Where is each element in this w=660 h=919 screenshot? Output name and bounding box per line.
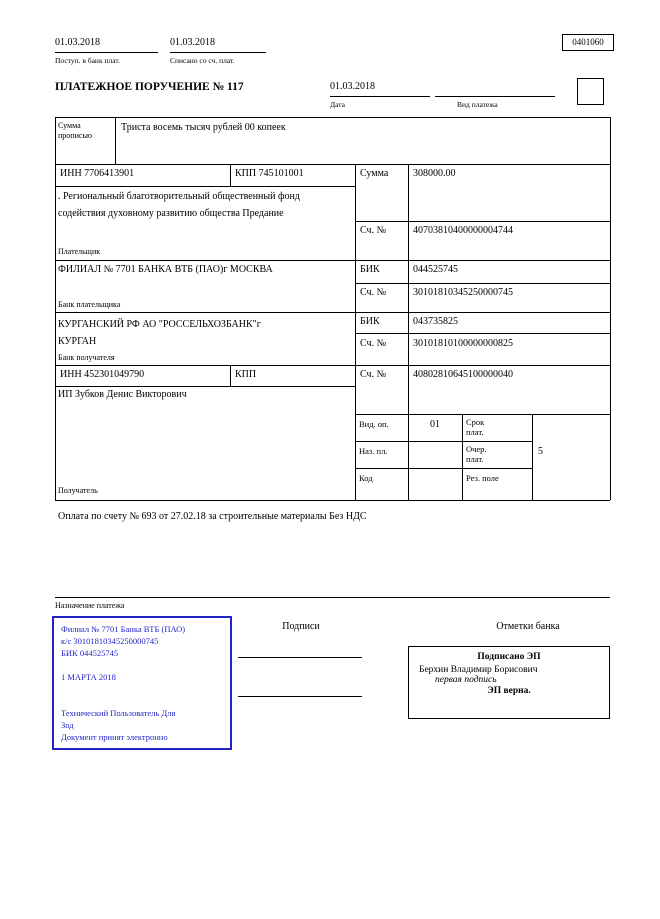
document-date: 01.03.2018 xyxy=(330,81,375,92)
stamp-line xyxy=(61,659,223,671)
vid-op-value: 01 xyxy=(430,419,440,430)
payee-bank-account-label: Сч. № xyxy=(360,338,387,349)
document-title: ПЛАТЕЖНОЕ ПОРУЧЕНИЕ № 117 xyxy=(55,81,244,93)
grid-line xyxy=(55,386,355,387)
ep-stamp-verdict: ЭП верна. xyxy=(487,686,531,696)
grid-line xyxy=(55,117,56,500)
grid-line xyxy=(532,414,533,500)
payee-bank-section-label: Банк получателя xyxy=(58,353,115,362)
form-code-box: 0401060 xyxy=(562,34,614,51)
payee-inn: ИНН 452301049790 xyxy=(60,369,145,380)
date-received-label: Поступ. в банк плат. xyxy=(55,56,120,65)
srok-plat-label: Срок плат. xyxy=(466,417,485,437)
payee-name: ИП Зубков Денис Викторович xyxy=(58,389,187,400)
payee-kpp-label: КПП xyxy=(235,369,257,380)
payer-section-label: Плательщик xyxy=(58,247,101,256)
vid-op-label: Вид. оп. xyxy=(359,419,389,429)
payer-bank-bik: 044525745 xyxy=(413,264,458,275)
date-received: 01.03.2018 xyxy=(55,37,100,48)
ep-stamp-signer: Берхин Владимир Борисович xyxy=(419,665,538,675)
grid-line xyxy=(355,221,610,222)
signature-line xyxy=(238,696,362,697)
kod-label: Код xyxy=(359,473,373,483)
payer-bank-section-label: Банк плательщика xyxy=(58,300,121,309)
payment-kind-label: Вид платежа xyxy=(457,100,498,109)
date-label: Дата xyxy=(330,100,345,109)
stamp-line: к/с 30101810345250000745 xyxy=(61,636,159,646)
grid-line xyxy=(462,414,463,500)
sum-value: 308000.00 xyxy=(413,168,456,179)
date-debited: 01.03.2018 xyxy=(170,37,215,48)
grid-line xyxy=(355,283,610,284)
grid-line xyxy=(355,414,610,415)
grid-line xyxy=(115,117,116,164)
payment-purpose-label: Назначение платежа xyxy=(55,601,125,610)
grid-line xyxy=(55,260,610,261)
bank-marks-header: Отметки банка xyxy=(496,621,560,632)
grid-line xyxy=(55,164,610,165)
sum-label: Сумма xyxy=(360,168,389,179)
stamp-line: Технический Пользователь Для xyxy=(61,708,176,718)
grid-line xyxy=(55,117,610,118)
payee-bank-name: КУРГАНСКИЙ РФ АО "РОССЕЛЬХОЗБАНК"г КУРГАН xyxy=(58,319,261,347)
grid-line xyxy=(55,312,610,313)
grid-line xyxy=(355,468,532,469)
signatures-header: Подписи xyxy=(282,621,320,632)
payer-account-label: Сч. № xyxy=(360,225,387,236)
payment-type-box xyxy=(577,78,604,105)
grid-line xyxy=(610,117,611,500)
signature-line xyxy=(238,657,362,658)
grid-line xyxy=(355,164,356,500)
payee-bank-account: 30101810100000000825 xyxy=(413,338,513,349)
underline xyxy=(435,96,555,97)
ep-stamp-title: Подписано ЭП xyxy=(477,652,541,662)
stamp-line: БИК 044525745 xyxy=(61,648,119,658)
amount-words: Триста восемь тысяч рублей 00 копеек xyxy=(121,122,286,133)
payer-bank-bik-label: БИК xyxy=(360,264,380,275)
payer-bank-account-label: Сч. № xyxy=(360,287,387,298)
grid-line xyxy=(55,365,610,366)
payer-inn: ИНН 7706413901 xyxy=(60,168,135,179)
grid-line xyxy=(55,597,610,598)
payer-bank-name: ФИЛИАЛ № 7701 БАНКА ВТБ (ПАО)г МОСКВА xyxy=(58,264,273,275)
payee-bank-bik: 043735825 xyxy=(413,316,458,327)
payment-purpose-text: Оплата по счету № 693 от 27.02.18 за строительные материалы Без НДС xyxy=(58,511,367,522)
date-debited-label: Списано со сч. плат. xyxy=(170,56,235,65)
payer-name: . Региональный благотворительный общественный фонд содействия духовному развитию общества Предание xyxy=(58,191,300,219)
bank-blue-stamp xyxy=(52,616,232,750)
amount-words-label: Сумма прописью xyxy=(58,121,93,140)
payer-account: 40703810400000004744 xyxy=(413,225,513,236)
grid-line xyxy=(230,164,231,186)
grid-line xyxy=(55,186,355,187)
ep-stamp-subtitle: первая подпись xyxy=(435,675,497,685)
naz-pl-label: Наз. пл. xyxy=(359,446,388,456)
electronic-signature-stamp xyxy=(408,646,610,719)
payee-account: 40802810645100000040 xyxy=(413,369,513,380)
underline xyxy=(55,52,158,53)
rez-pole-label: Рез. поле xyxy=(466,473,499,483)
stamp-line: Документ принят электронно xyxy=(61,732,168,742)
stamp-line: Зод xyxy=(61,720,74,730)
payee-account-label: Сч. № xyxy=(360,369,387,380)
stamp-line: Филиал № 7701 Банка ВТБ (ПАО) xyxy=(61,624,186,634)
underline xyxy=(330,96,430,97)
stamp-line xyxy=(61,695,223,707)
payee-section-label: Получатель xyxy=(58,486,98,495)
underline xyxy=(170,52,266,53)
stamp-line xyxy=(61,683,223,695)
ocher-plat-label: Очер. плат. xyxy=(466,444,487,464)
payer-kpp: КПП 745101001 xyxy=(235,168,304,179)
grid-line xyxy=(355,333,610,334)
grid-line xyxy=(55,500,610,501)
payee-bank-bik-label: БИК xyxy=(360,316,380,327)
payer-bank-account: 30101810345250000745 xyxy=(413,287,513,298)
grid-line xyxy=(355,441,532,442)
stamp-line: 1 МАРТА 2018 xyxy=(61,672,116,682)
ocher-plat-value: 5 xyxy=(538,446,543,457)
grid-line xyxy=(408,164,409,500)
grid-line xyxy=(230,365,231,386)
